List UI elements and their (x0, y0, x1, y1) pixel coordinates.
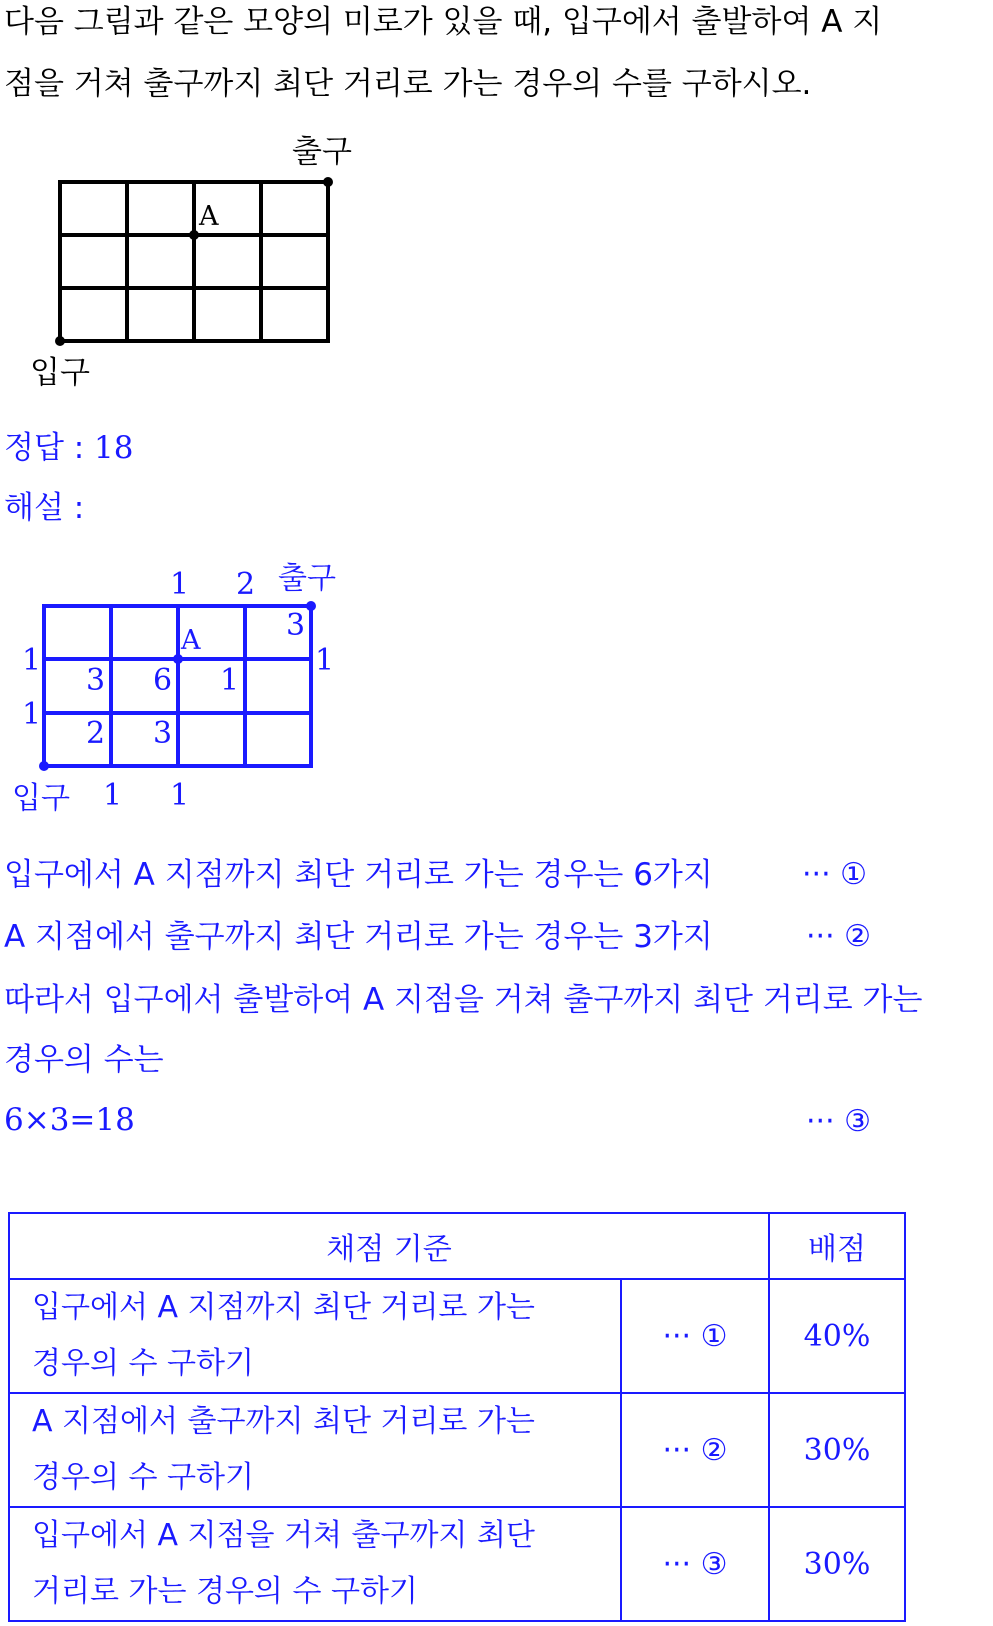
marker-cell: ··· ② (621, 1393, 769, 1507)
left-count: 1 (22, 643, 42, 678)
criteria-line: 경우의 수 구하기 (32, 1460, 254, 1495)
criteria-cell (9, 1393, 621, 1507)
point-a-label: A (199, 201, 219, 232)
points-cell: 40% (769, 1279, 905, 1393)
problem-line-1: 다음 그림과 같은 모양의 미로가 있을 때, 입구에서 출발하여 A 지 (4, 4, 883, 40)
marker-cell: ··· ① (621, 1279, 769, 1393)
step-3-marker: ··· ③ (806, 1104, 872, 1139)
solution-equation: 6×3=18 (4, 1102, 135, 1138)
step-1-marker: ··· ① (802, 857, 868, 892)
solution-exit-point (306, 601, 316, 611)
cell-count: 2 (86, 716, 106, 751)
cell-count: 6 (153, 663, 173, 698)
problem-line-2: 점을 거쳐 출구까지 최단 거리로 가는 경우의 수를 구하시오. (4, 66, 812, 102)
scoring-header-row (9, 1213, 905, 1279)
solution-exit-label: 출구 (278, 561, 336, 596)
table-row (9, 1507, 905, 1621)
points-cell: 30% (769, 1507, 905, 1621)
criteria-line: 입구에서 A 지점까지 최단 거리로 가는 (32, 1290, 535, 1325)
cell-count: 3 (86, 663, 106, 698)
answer-value: 18 (94, 430, 134, 466)
cell-count: 3 (153, 716, 173, 751)
entrance-label: 입구 (30, 355, 90, 391)
criteria-cell (9, 1279, 621, 1393)
table-row (9, 1279, 905, 1393)
top-count: 1 (170, 567, 190, 602)
answer-label: 정답 : (4, 430, 95, 466)
cell-count: 1 (220, 663, 240, 698)
points-header: 배점 (769, 1213, 905, 1279)
bottom-count: 1 (103, 778, 123, 813)
exit-label: 출구 (292, 134, 352, 170)
step-2-marker: ··· ② (806, 919, 872, 954)
criteria-cell (9, 1507, 621, 1621)
criteria-line: 거리로 가는 경우의 수 구하기 (32, 1574, 418, 1609)
solution-entrance-label: 입구 (12, 781, 70, 816)
solution-point-a-label: A (181, 625, 201, 656)
criteria-header: 채점 기준 (9, 1213, 769, 1279)
right-count: 1 (315, 643, 335, 678)
solution-step-3-line-2: 경우의 수는 (4, 1042, 164, 1078)
explanation-label: 해설 : (4, 490, 85, 526)
left-count: 1 (22, 697, 42, 732)
solution-step-1: 입구에서 A 지점까지 최단 거리로 가는 경우는 6가지 (4, 857, 713, 893)
points-cell: 30% (769, 1393, 905, 1507)
solution-step-3-line-1: 따라서 입구에서 출발하여 A 지점을 거쳐 출구까지 최단 거리로 가는 (4, 982, 923, 1018)
scoring-table (8, 1212, 906, 1622)
marker-cell: ··· ③ (621, 1507, 769, 1621)
criteria-line: 입구에서 A 지점을 거쳐 출구까지 최단 (32, 1518, 535, 1553)
bottom-count: 1 (170, 778, 190, 813)
solution-step-2: A 지점에서 출구까지 최단 거리로 가는 경우는 3가지 (4, 919, 713, 955)
table-row (9, 1393, 905, 1507)
solution-entrance-point (39, 761, 49, 771)
criteria-line: 경우의 수 구하기 (32, 1346, 254, 1381)
top-count: 2 (236, 567, 256, 602)
cell-count: 3 (286, 608, 306, 643)
solution-grid (44, 606, 311, 766)
criteria-line: A 지점에서 출구까지 최단 거리로 가는 (32, 1404, 535, 1439)
